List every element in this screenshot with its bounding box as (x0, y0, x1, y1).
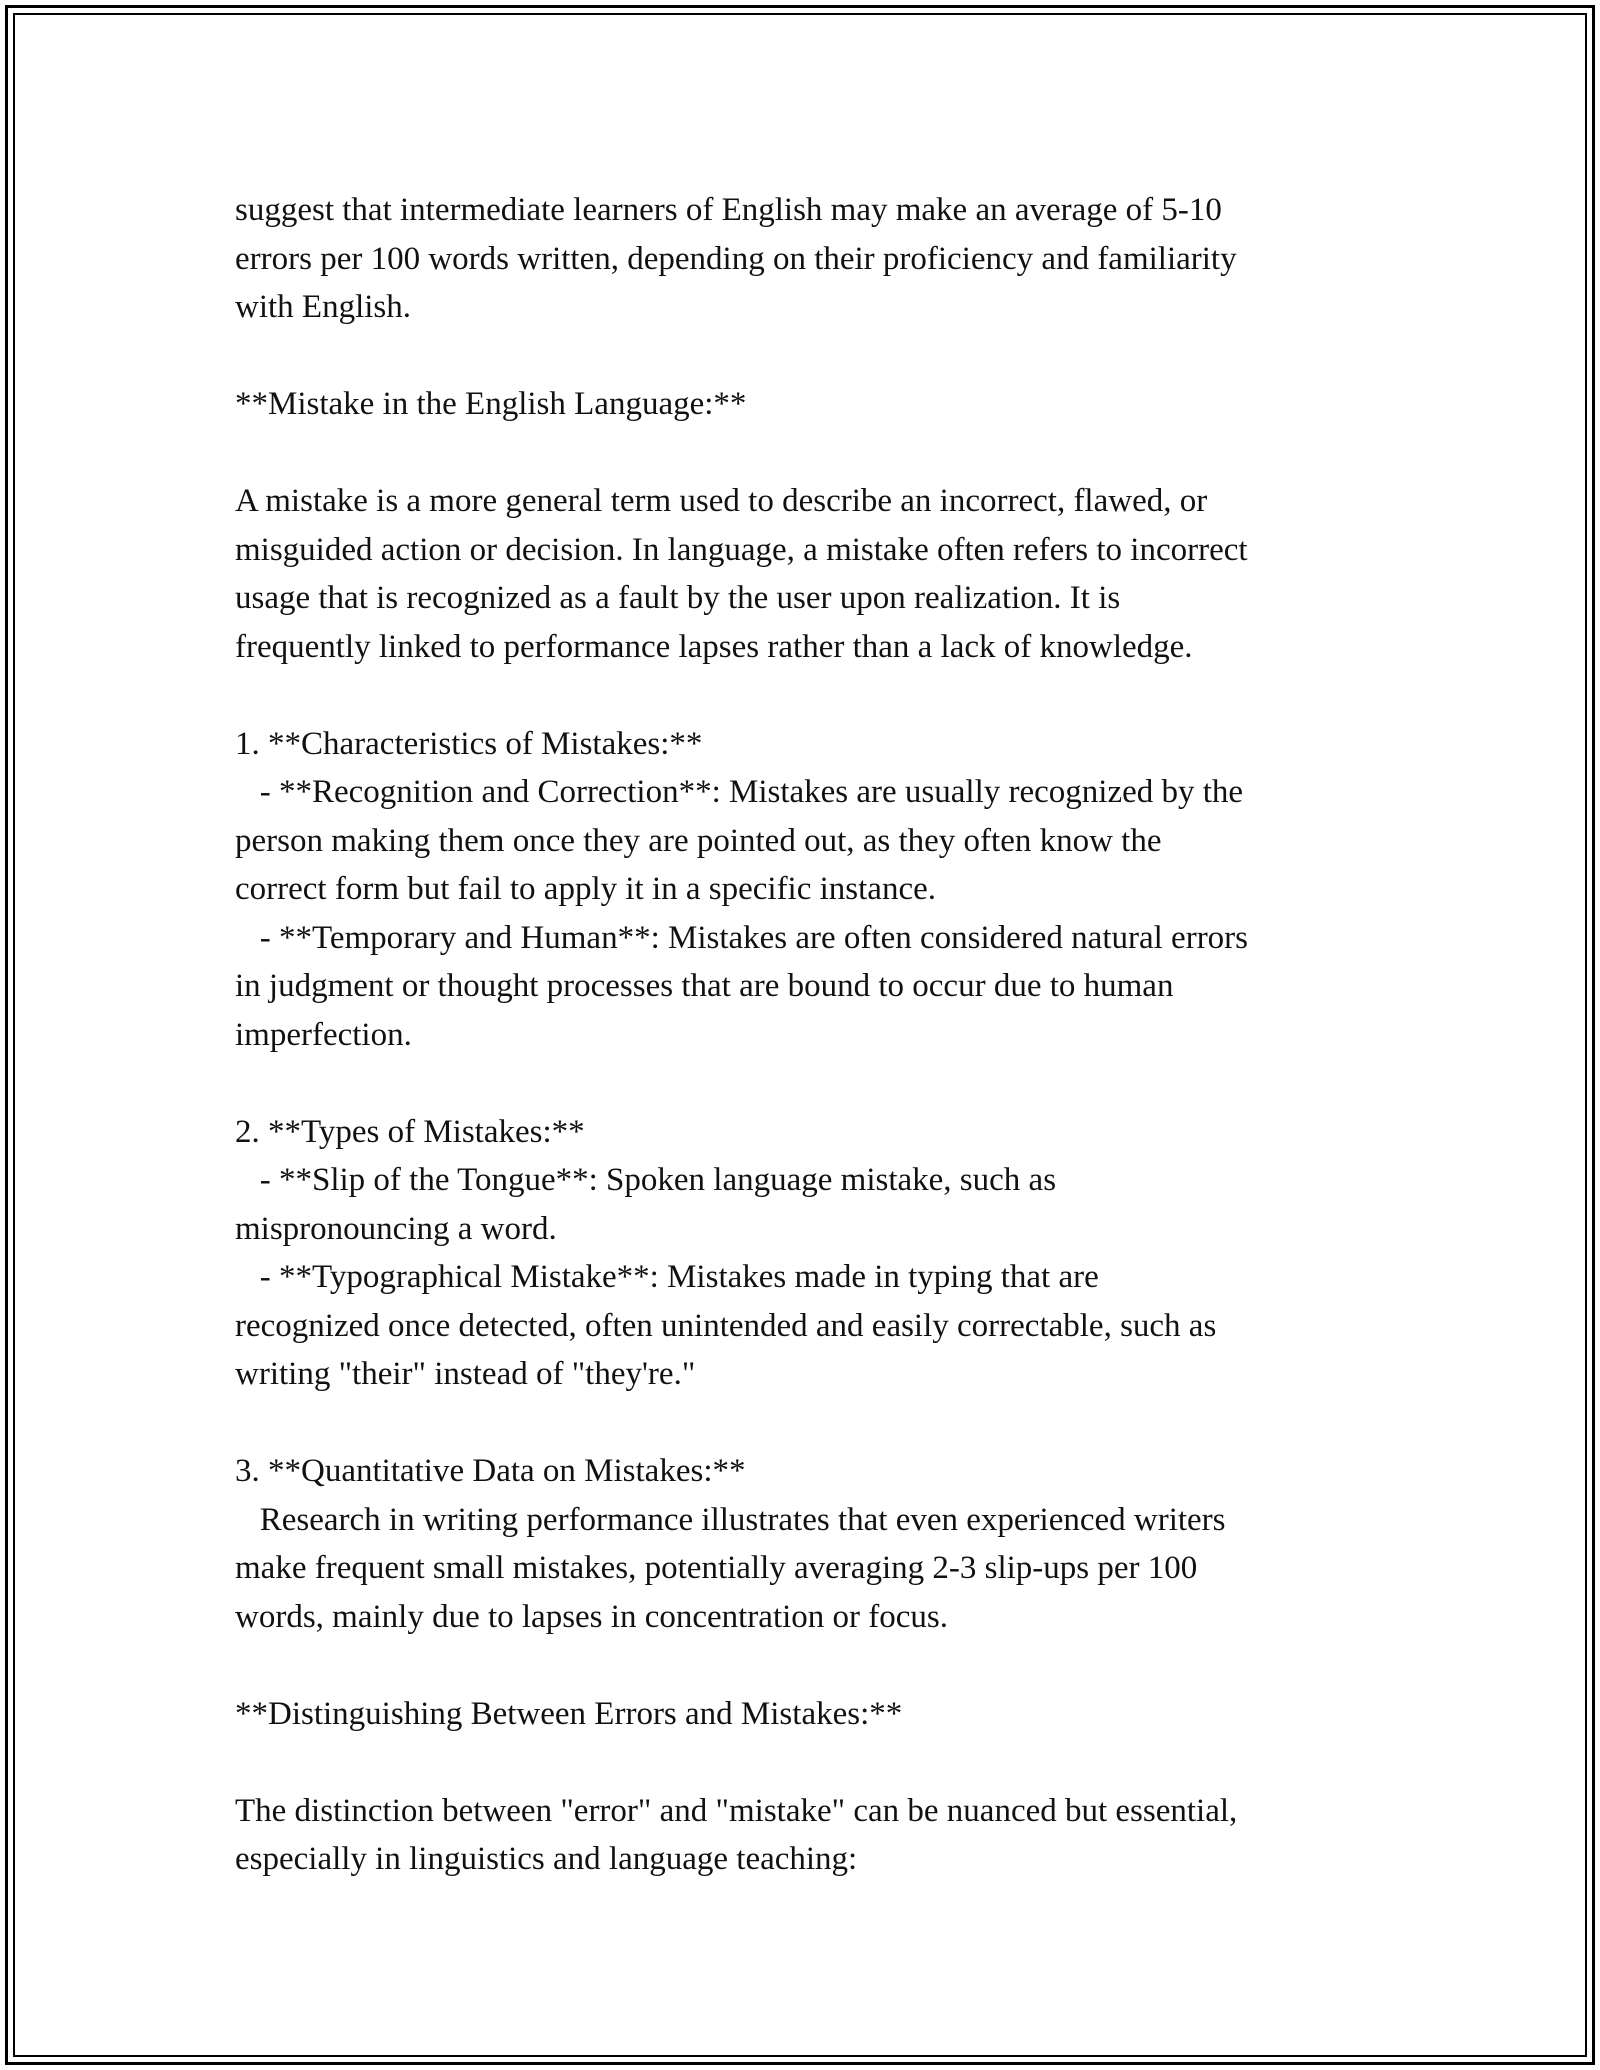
blank-line (235, 1059, 1375, 1108)
paragraph (235, 1108, 1375, 1399)
paragraph (235, 186, 1375, 332)
text-line: 2. **Types of Mistakes:** (235, 1113, 585, 1150)
text-line: **Mistake in the English Language:** (235, 386, 747, 422)
blank-line (235, 671, 1375, 720)
text-line: mispronouncing a word. (235, 1210, 557, 1247)
text-line: writing "their" instead of "they're." (235, 1356, 696, 1392)
text-line: The distinction between "error" and "mistake" can be nuanced but essential, (235, 1792, 1238, 1829)
paragraph (235, 720, 1375, 1060)
text-line: frequently linked to performance lapses rather than a lack of knowledge. (235, 628, 1193, 665)
text-line: A mistake is a more general term used to describe an incorrect, flawed, or (235, 483, 1208, 519)
text-line: person making them once they are pointed out, as they often know the (235, 822, 1162, 859)
blank-line (235, 1738, 1375, 1787)
blank-line (235, 1641, 1375, 1690)
text-line: - **Temporary and Human**: Mistakes are often considered natural errors (235, 919, 1249, 956)
text-line: **Distinguishing Between Errors and Mistakes:** (235, 1695, 903, 1732)
text-line: Research in writing performance illustrates that even experienced writers (235, 1501, 1226, 1538)
text-line: errors per 100 words written, depending on their proficiency and familiarity (235, 240, 1237, 277)
blank-line (235, 429, 1375, 478)
blank-line (235, 1399, 1375, 1448)
text-line: misguided action or decision. In language, a mistake often refers to incorrect (235, 531, 1248, 568)
text-line: especially in linguistics and language teaching: (235, 1841, 858, 1877)
text-line: make frequent small mistakes, potentially averaging 2-3 slip-ups per 100 (235, 1550, 1198, 1586)
text-line: 3. **Quantitative Data on Mistakes:** (235, 1453, 746, 1489)
paragraph (235, 477, 1375, 671)
text-line: in judgment or thought processes that are bound to occur due to human (235, 968, 1174, 1004)
paragraph (235, 380, 1375, 429)
text-line: correct form but fail to apply it in a specific instance. (235, 871, 936, 907)
blank-line (235, 332, 1375, 381)
text-line: 1. **Characteristics of Mistakes:** (235, 725, 703, 762)
text-line: usage that is recognized as a fault by the user upon realization. It is (235, 580, 1121, 616)
text-line: recognized once detected, often unintended and easily correctable, such as (235, 1307, 1217, 1344)
text-line: with English. (235, 289, 412, 325)
paragraph (235, 1447, 1375, 1641)
text-line: - **Slip of the Tongue**: Spoken language mistake, such as (235, 1162, 1057, 1198)
document-body (235, 186, 1375, 1884)
text-line: - **Typographical Mistake**: Mistakes made in typing that are (235, 1259, 1099, 1295)
text-line: suggest that intermediate learners of English may make an average of 5-10 (235, 192, 1222, 228)
text-line: imperfection. (235, 1016, 412, 1053)
paragraph (235, 1690, 1375, 1739)
text-line: words, mainly due to lapses in concentration or focus. (235, 1598, 948, 1635)
paragraph (235, 1787, 1375, 1884)
text-line: - **Recognition and Correction**: Mistakes are usually recognized by the (235, 774, 1244, 810)
